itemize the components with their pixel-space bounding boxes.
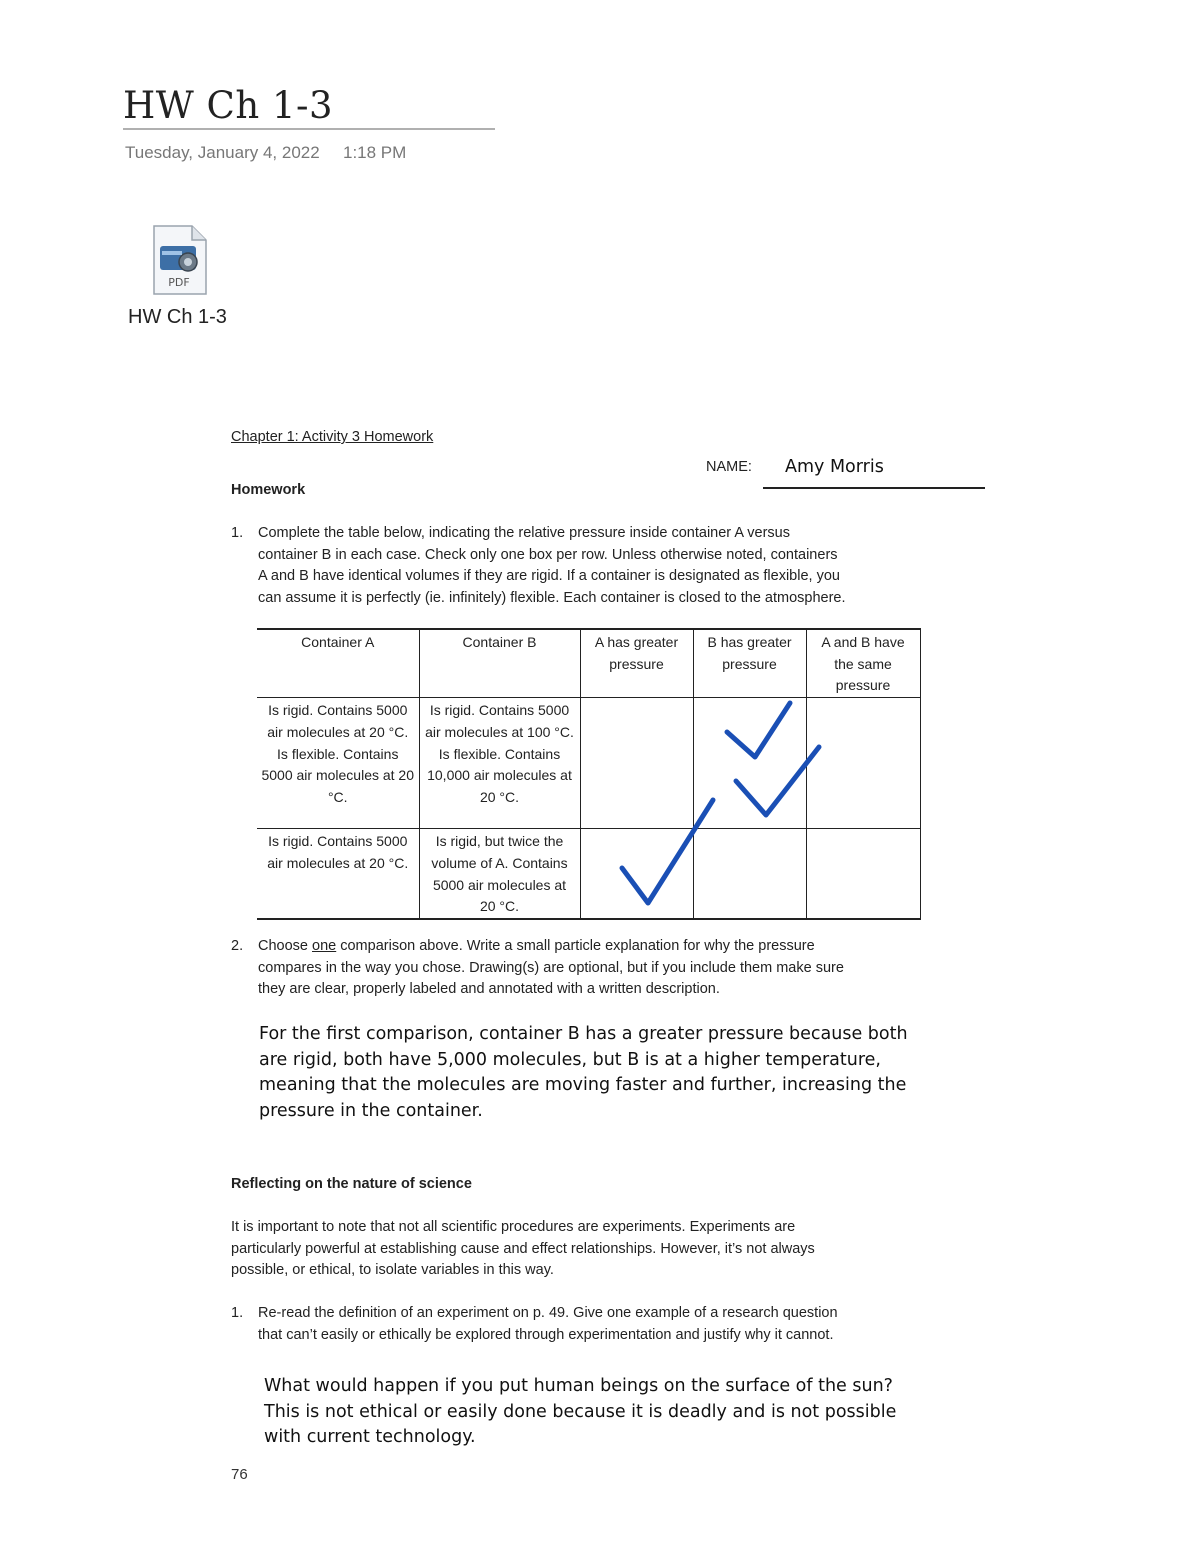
q2-text [258, 936, 844, 1001]
r1-answer-line: This is not ethical or easily done because it is deadly and is not possible [264, 1401, 897, 1422]
q2-number: 2. [231, 938, 244, 954]
q1-line: can assume it is perfectly (ie. infinitely) flexible. Each container is closed to the atmosphere. [258, 589, 846, 606]
q2-answer [259, 1022, 908, 1124]
row1-container-b: Is rigid. Contains 5000 air molecules at 100 °C. Is flexible. Contains 10,000 air molecules at 20 °C. [419, 698, 580, 829]
r1-text [258, 1303, 838, 1346]
chapter-title: Chapter 1: Activity 3 Homework [231, 429, 434, 445]
reflect-line: It is important to note that not all scientific procedures are experiments. Experiments are [231, 1219, 796, 1235]
checkmark-icon [736, 747, 819, 815]
student-name: Amy Morris [785, 457, 884, 477]
header-same: A and B have the same pressure [806, 629, 920, 698]
r1-line: that can’t easily or ethically be explored through experimentation and justify why it cannot. [258, 1326, 834, 1343]
q2-line-1 [258, 936, 844, 958]
table-header-row [257, 629, 920, 698]
section-homework: Homework [231, 482, 306, 498]
row1-container-a: Is rigid. Contains 5000 air molecules at 20 °C. Is flexible. Contains 5000 air molecules at 20 °C. [257, 698, 419, 829]
page-title: HW Ch 1-3 [123, 84, 334, 127]
header-container-b: Container B [419, 629, 580, 698]
header-a-greater: A has greater pressure [580, 629, 693, 698]
r1-number: 1. [231, 1305, 244, 1321]
q1-line: A and B have identical volumes if they are rigid. If a container is designated as flexible, you [258, 568, 840, 584]
pdf-badge: PDF [168, 276, 190, 289]
q2-post: comparison above. Write a small particle explanation for why the pressure [336, 938, 815, 954]
q1-number: 1. [231, 525, 244, 541]
r1-answer [264, 1374, 896, 1451]
q2-pre: Choose [258, 938, 313, 954]
header-container-a: Container A [257, 629, 419, 698]
checkmark-icon [727, 703, 790, 757]
r1-line: Re-read the definition of an experiment on p. 49. Give one example of a research question [258, 1305, 838, 1321]
row2-container-a: Is rigid. Contains 5000 air molecules at 20 °C. [257, 829, 419, 919]
q2-answer-line: pressure in the container. [259, 1100, 483, 1121]
name-underline [763, 487, 985, 489]
checkmark-icon [622, 800, 713, 903]
q1-line: container B in each case. Check only one box per row. Unless otherwise noted, containers [258, 546, 838, 563]
r1-answer-line: with current technology. [264, 1427, 476, 1447]
row2-container-b: Is rigid, but twice the volume of A. Contains 5000 air molecules at 20 °C. [419, 829, 580, 919]
note-date: Tuesday, January 4, 2022 [125, 143, 320, 162]
header-b-greater: B has greater pressure [693, 629, 806, 698]
reflect-line: particularly powerful at establishing cause and effect relationships. However, it’s not always [231, 1240, 815, 1257]
section-reflecting: Reflecting on the nature of science [231, 1176, 472, 1192]
name-label: NAME: [706, 459, 752, 475]
checkmarks-overlay [600, 695, 840, 915]
q2-answer-line: are rigid, both have 5,000 molecules, but B is at a higher temperature, [259, 1049, 881, 1070]
attachment-name[interactable]: HW Ch 1-3 [128, 306, 227, 328]
q2-answer-line: meaning that the molecules are moving faster and further, increasing the [259, 1075, 907, 1095]
reflect-line: possible, or ethical, to isolate variables in this way. [231, 1262, 554, 1278]
title-divider [123, 128, 495, 130]
page-number: 76 [231, 1466, 248, 1483]
r1-answer-line: What would happen if you put human beings on the surface of the sun? [264, 1376, 893, 1396]
note-time: 1:18 PM [343, 143, 407, 162]
q2-underlined: one [312, 938, 337, 954]
q2-line: they are clear, properly labeled and annotated with a written description. [258, 981, 720, 997]
q1-text [258, 523, 846, 609]
pdf-attachment-icon[interactable] [150, 224, 208, 296]
q1-line: Complete the table below, indicating the relative pressure inside container A versus [258, 525, 790, 541]
q2-answer-line: For the first comparison, container B has a greater pressure because both [259, 1024, 908, 1044]
q2-line: compares in the way you chose. Drawing(s) are optional, but if you include them make sure [258, 959, 844, 976]
reflect-text [231, 1217, 815, 1282]
